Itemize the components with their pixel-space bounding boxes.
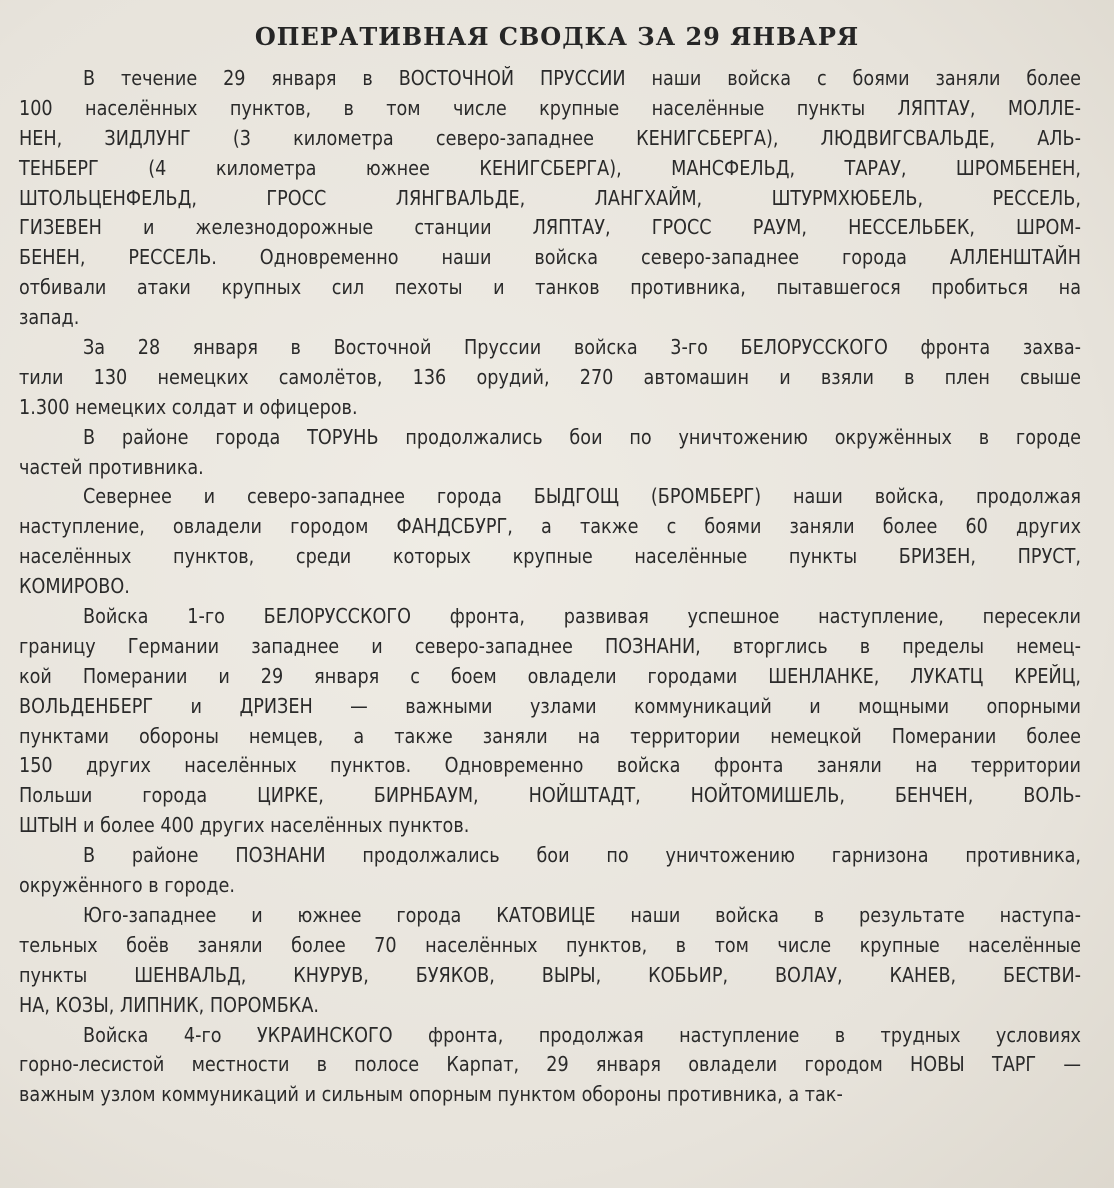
text-line: За 28 января в Восточной Пруссии войска 3-го БЕЛОРУССКОГО фронта захва- xyxy=(83,335,1082,360)
text-line: 100 населённых пунктов, в том числе крупные населённые пункты ЛЯПТАУ, МОЛЛЕ- xyxy=(19,95,1082,120)
text-line: Войска 1-го БЕЛОРУССКОГО фронта, развивая успешное наступление, пересекли xyxy=(83,604,1082,629)
text-line: ГИЗЕВЕН и железнодорожные станции ЛЯПТАУ, ГРОСС РАУМ, НЕССЕЛЬБЕК, ШРОМ- xyxy=(19,215,1081,240)
text-line: окружённого в городе. xyxy=(19,873,235,898)
text-line: Севернее и северо-западнее города БЫДГОЩ (БРОМБЕРГ) наши войска, продолжая xyxy=(83,484,1082,509)
document-title: ОПЕРАТИВНАЯ СВОДКА ЗА 29 ЯНВАРЯ xyxy=(254,22,860,51)
text-line: 1.300 немецких солдат и офицеров. xyxy=(19,394,358,419)
paragraph xyxy=(19,602,1081,841)
text-line: В районе города ТОРУНЬ продолжались бои по уничтожению окружённых в городе xyxy=(83,424,1082,449)
text-line: населённых пунктов, среди которых крупные населённые пункты БРИЗЕН, ПРУСТ, xyxy=(19,544,1082,569)
text-line: ШТОЛЬЦЕНФЕЛЬД, ГРОСС ЛЯНГВАЛЬДЕ, ЛАНГХАЙМ, ШТУРМХЮБЕЛЬ, РЕССЕЛЬ, xyxy=(19,185,1081,210)
text-line: границу Германии западнее и северо-западнее ПОЗНАНИ, вторглись в пределы немец- xyxy=(19,633,1081,658)
paragraph xyxy=(19,901,1081,1021)
paragraph xyxy=(19,333,1081,423)
text-line: В районе ПОЗНАНИ продолжались бои по уничтожению гарнизона противника, xyxy=(83,843,1082,868)
paragraph xyxy=(19,841,1081,901)
text-line: пункты ШЕНВАЛЬД, КНУРУВ, БУЯКОВ, ВЫРЫ, КОБЬИР, ВОЛАУ, КАНЕВ, БЕСТВИ- xyxy=(19,962,1082,987)
paragraph xyxy=(19,64,1081,333)
text-line: Войска 4-го УКРАИНСКОГО фронта, продолжая наступление в трудных условиях xyxy=(83,1022,1082,1047)
text-line: кой Померании и 29 января с боем овладели городами ШЕНЛАНКЕ, ЛУКАТЦ КРЕЙЦ, xyxy=(19,663,1082,688)
text-line: отбивали атаки крупных сил пехоты и танков противника, пытавшегося пробиться на xyxy=(19,275,1082,300)
text-line: КОМИРОВО. xyxy=(19,574,130,599)
document-body xyxy=(19,64,1081,1110)
text-line: Юго-западнее и южнее города КАТОВИЦЕ наши войска в результате наступа- xyxy=(83,902,1082,927)
text-line: ВОЛЬДЕНБЕРГ и ДРИЗЕН — важными узлами коммуникаций и мощными опорными xyxy=(19,693,1082,718)
text-line: важным узлом коммуникаций и сильным опорным пунктом обороны противника, а так- xyxy=(19,1082,843,1107)
text-line: тили 130 немецких самолётов, 136 орудий, 270 автомашин и взяли в плен свыше xyxy=(19,364,1082,389)
text-line: Польши города ЦИРКЕ, БИРНБАУМ, НОЙШТАДТ, НОЙТОМИШЕЛЬ, БЕНЧЕН, ВОЛЬ- xyxy=(19,783,1082,808)
text-line: БЕНЕН, РЕССЕЛЬ. Одновременно наши войска северо-западнее города АЛЛЕНШТАЙН xyxy=(19,245,1082,270)
paragraph xyxy=(19,423,1081,483)
text-line: горно-лесистой местности в полосе Карпат, 29 января овладели городом НОВЫ ТАРГ — xyxy=(19,1052,1082,1077)
text-line: ТЕНБЕРГ (4 километра южнее КЕНИГСБЕРГА), МАНСФЕЛЬД, ТАРАУ, ШРОМБЕНЕН, xyxy=(19,155,1081,180)
text-line: запад. xyxy=(19,305,80,330)
text-line: наступление, овладели городом ФАНДСБУРГ, а также с боями заняли более 60 других xyxy=(19,514,1082,539)
text-line: пунктами обороны немцев, а также заняли на территории немецкой Померании более xyxy=(19,723,1082,748)
text-line: В течение 29 января в ВОСТОЧНОЙ ПРУССИИ наши войска с боями заняли более xyxy=(83,66,1082,90)
text-line: тельных боёв заняли более 70 населённых пунктов, в том числе крупные населённые xyxy=(19,932,1081,957)
paragraph xyxy=(19,482,1081,602)
text-line: ШТЫН и более 400 других населённых пунктов. xyxy=(19,813,470,838)
text-line: НЕН, ЗИДЛУНГ (3 километра северо-западнее КЕНИГСБЕРГА), ЛЮДВИГСВАЛЬДЕ, АЛЬ- xyxy=(19,125,1081,150)
text-line: частей противника. xyxy=(19,454,204,479)
paragraph xyxy=(19,1021,1081,1111)
text-line: НА, КОЗЫ, ЛИПНИК, ПОРОМБКА. xyxy=(19,992,319,1017)
text-line: 150 других населённых пунктов. Одновременно войска фронта заняли на территории xyxy=(19,753,1081,778)
